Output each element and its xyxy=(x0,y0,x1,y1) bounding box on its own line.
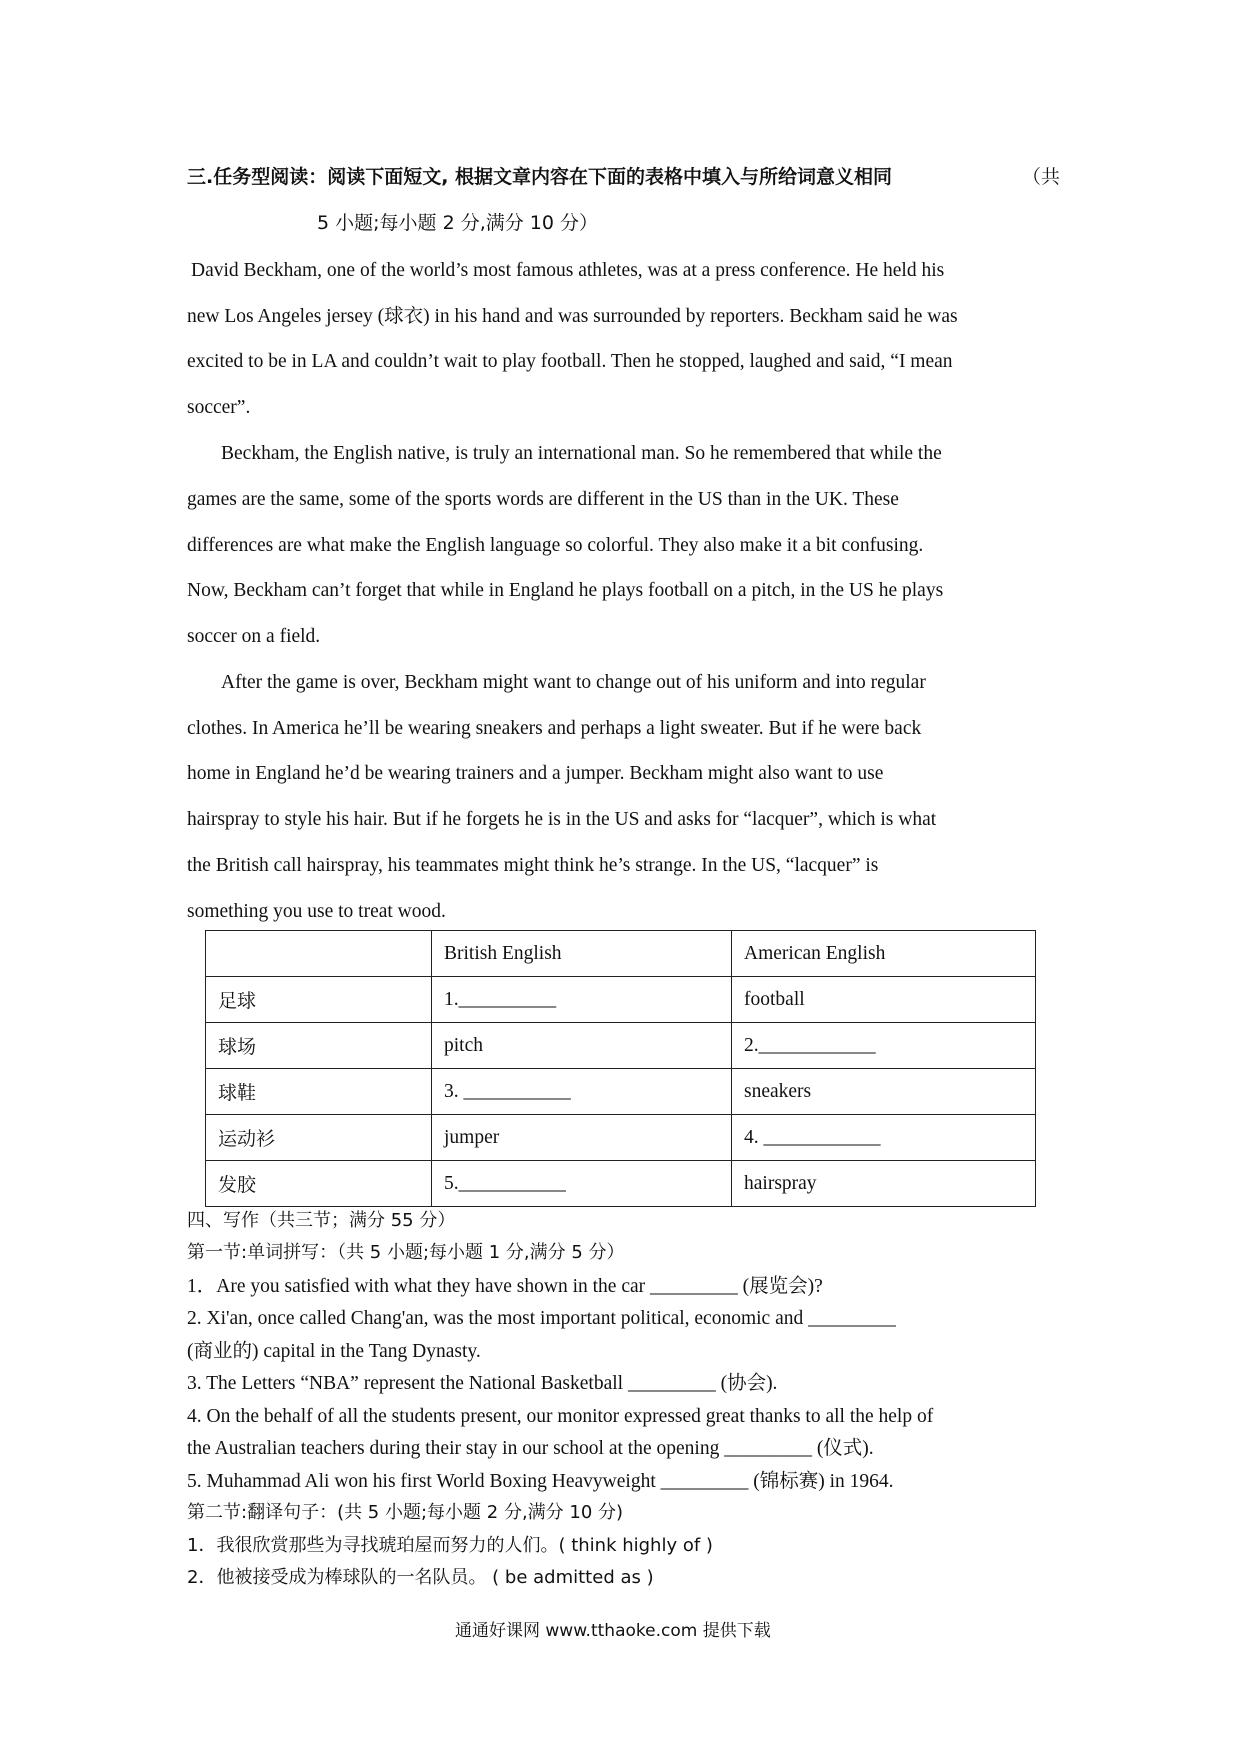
table-row xyxy=(206,1115,1036,1161)
passage-line: After the game is over, Beckham might want to change out of his uniform and into regular xyxy=(221,672,926,693)
passage-line: David Beckham, one of the world’s most famous athletes, was at a press conference. He held his xyxy=(191,260,945,281)
passage-line: excited to be in LA and couldn’t wait to play football. Then he stopped, laughed and said, “I mean xyxy=(187,351,953,372)
table-cell: 1.__________ xyxy=(432,977,732,1023)
spelling-item: 1．Are you satisfied with what they have shown in the car _________ (展览会)? xyxy=(187,1276,823,1297)
table-cell: 足球 xyxy=(206,977,432,1023)
passage-line: something you use to treat wood. xyxy=(187,901,446,922)
table-cell: pitch xyxy=(432,1023,732,1069)
passage-line: soccer”. xyxy=(187,397,251,418)
table-cell: 4. ____________ xyxy=(732,1115,1036,1161)
table-cell: 5.___________ xyxy=(432,1161,732,1207)
spelling-item: 3. The Letters “NBA” represent the National Basketball _________ (协会). xyxy=(187,1373,778,1394)
passage-line: clothes. In America he’ll be wearing sneakers and perhaps a light sweater. But if he were back xyxy=(187,718,922,739)
passage-line: soccer on a field. xyxy=(187,626,321,647)
table-header-cell xyxy=(206,931,432,977)
table-header-cell: American English xyxy=(732,931,1036,977)
section2-title: 第二节:翻译句子：(共 5 小题;每小题 2 分,满分 10 分) xyxy=(187,1502,624,1523)
table-cell: football xyxy=(732,977,1036,1023)
passage-line: the British call hairspray, his teammates might think he’s strange. In the US, “lacquer” is xyxy=(187,855,879,876)
spelling-item-continued: the Australian teachers during their stay in our school at the opening _________ (仪式). xyxy=(187,1438,874,1459)
table-cell: 球场 xyxy=(206,1023,432,1069)
passage-line: Beckham, the English native, is truly an international man. So he remembered that while the xyxy=(221,443,942,464)
spelling-item: 4. On the behalf of all the students present, our monitor expressed great thanks to all the help of xyxy=(187,1406,934,1427)
reading-heading-score: 5 小题;每小题 2 分,满分 10 分） xyxy=(317,212,598,234)
table-cell: hairspray xyxy=(732,1161,1036,1207)
translation-item: 1．我很欣赏那些为寻找琥珀屋而努力的人们。( think highly of ) xyxy=(187,1535,713,1556)
table-cell: sneakers xyxy=(732,1069,1036,1115)
table-cell: 发胶 xyxy=(206,1161,432,1207)
table-row xyxy=(206,1069,1036,1115)
section1-title: 第一节:单词拼写：（共 5 小题;每小题 1 分,满分 5 分） xyxy=(187,1242,625,1263)
passage-line: hairspray to style his hair. But if he forgets he is in the US and asks for “lacquer”, which is what xyxy=(187,809,937,830)
passage-line: new Los Angeles jersey (球衣) in his hand and was surrounded by reporters. Beckham said he was xyxy=(187,306,958,327)
table-cell: jumper xyxy=(432,1115,732,1161)
reading-heading-tail: （共 xyxy=(1022,166,1061,188)
page-footer: 通通好课网 www.tthaoke.com 提供下载 xyxy=(455,1621,771,1641)
passage-line: differences are what make the English language so colorful. They also make it a bit confusing. xyxy=(187,535,924,556)
table-header-cell: British English xyxy=(432,931,732,977)
table-cell: 3. ___________ xyxy=(432,1069,732,1115)
spelling-item-continued: (商业的) capital in the Tang Dynasty. xyxy=(187,1341,481,1362)
table-row xyxy=(206,1161,1036,1207)
writing-title: 四、写作（共三节；满分 55 分） xyxy=(187,1210,456,1231)
table-header-row xyxy=(206,931,1036,977)
vocabulary-table xyxy=(205,930,1036,1207)
table-cell: 2.____________ xyxy=(732,1023,1036,1069)
reading-heading: 三.任务型阅读：阅读下面短文, 根据文章内容在下面的表格中填入与所给词意义相同 xyxy=(187,166,893,188)
passage-line: Now, Beckham can’t forget that while in England he plays football on a pitch, in the US he plays xyxy=(187,580,944,601)
spelling-item: 2. Xi'an, once called Chang'an, was the most important political, economic and _________ xyxy=(187,1308,896,1329)
table-row xyxy=(206,977,1036,1023)
table-cell: 运动衫 xyxy=(206,1115,432,1161)
passage-line: home in England he’d be wearing trainers and a jumper. Beckham might also want to use xyxy=(187,763,884,784)
table-cell: 球鞋 xyxy=(206,1069,432,1115)
translation-item: 2．他被接受成为棒球队的一名队员。 ( be admitted as ) xyxy=(187,1567,654,1588)
table-row xyxy=(206,1023,1036,1069)
passage-line: games are the same, some of the sports words are different in the US than in the UK. These xyxy=(187,489,899,510)
spelling-item: 5. Muhammad Ali won his first World Boxing Heavyweight _________ (锦标赛) in 1964. xyxy=(187,1471,894,1492)
